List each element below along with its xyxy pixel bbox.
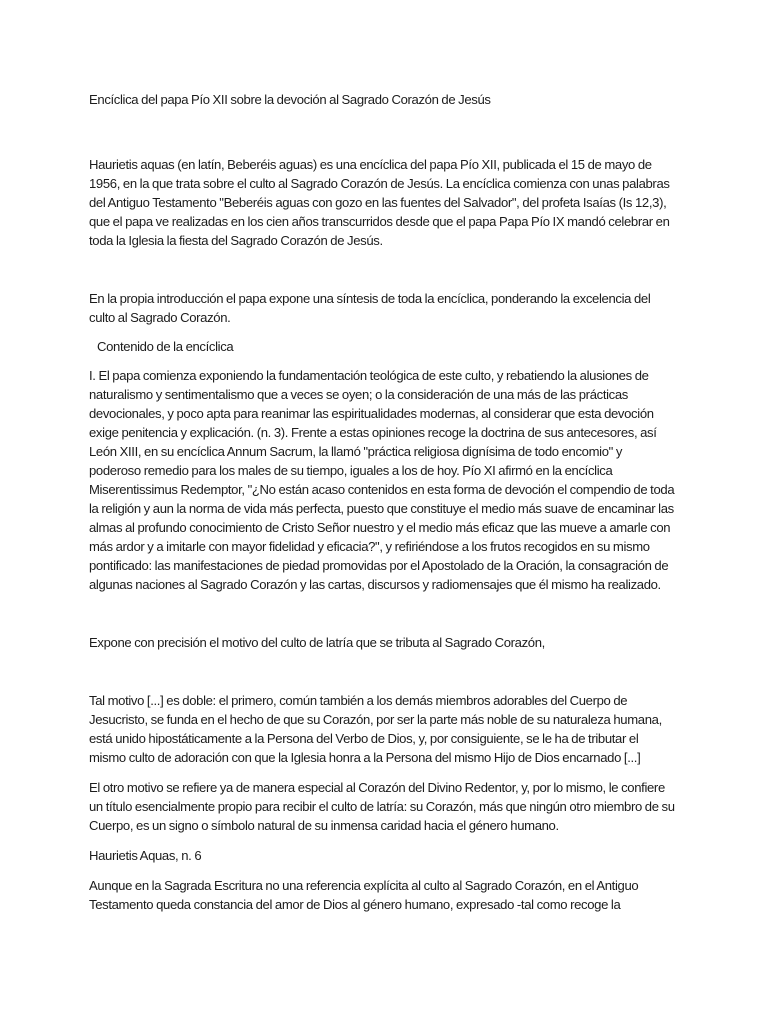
paragraph-intro: Haurietis aquas (en latín, Beberéis aguas) es una encíclica del papa Pío XII, publicada el 15 de mayo de 1956, en la que trata sobre el culto al Sagrado Corazón de Jesús. La encíclica comienza con unas palabras del Antiguo Testamento "Beberéis aguas con gozo en las fuentes del Salvador", del profeta Isaías (Is 12,3), que el papa ve realizadas en los cien años transcurridos desde que el papa Papa Pío IX mandó celebrar en toda la Iglesia la fiesta del Sagrado Corazón de Jesús. [89,157,670,248]
document-body [89,90,675,914]
citation-reference: Haurietis Aquas, n. 6 [89,848,202,863]
paragraph-theological-foundation: I. El papa comienza exponiendo la fundamentación teológica de este culto, y rebatiendo la alusiones de naturalismo y sentimentalismo que a veces se oyen; o la consideración de una más de las prácticas devocionales, y poco apta para reanimar las espiritualidades modernas, al considerar que esta devoción exige penitencia y explicación. (n. 3). Frente a estas opiniones recoge la doctrina de sus antecesores, así León XIII, en su encíclica Annum Sacrum, la llamó "práctica religiosa dignísima de todo encomio" y poderoso remedio para los males de su tiempo, iguales a los de hoy. Pío XI afirmó en la encíclica Miserentissimus Redemptor, "¿No están acaso contenidos en esta forma de devoción el compendio de toda la religión y aun la norma de vida más perfecta, puesto que constituye el medio más suave de encaminar las almas al profundo conocimiento de Cristo Señor nuestro y el medio más eficaz que las mueve a amarle con más ardor y a imitarle con mayor fidelidad y eficacia?", y refiriéndose a los frutos recogidos en su mismo pontificado: las manifestaciones de piedad promovidas por el Apostolado de la Oración, la consagración de algunas naciones al Sagrado Corazón y las cartas, discursos y radiomensajes que él mismo ha realizado. [89,368,675,592]
paragraph-latria-motive: Expone con precisión el motivo del culto de latría que se tributa al Sagrado Corazón, [89,635,545,650]
paragraph-introduction-summary: En la propia introducción el papa expone una síntesis de toda la encíclica, ponderando la excelencia del culto al Sagrado Corazón. [89,291,651,325]
paragraph-scripture: Aunque en la Sagrada Escritura no una referencia explícita al culto al Sagrado Corazón, en el Antiguo Testamento queda constancia del amor de Dios al género humano, expresado -tal como recoge la [89,878,639,912]
paragraph-quote-first-motive: Tal motivo [...] es doble: el primero, común también a los demás miembros adorables del Cuerpo de Jesucristo, se funda en el hecho de que su Corazón, por ser la parte más noble de su naturaleza humana, está unido hipostáticamente a la Persona del Verbo de Dios, y, por consiguiente, se le ha de tributar el mismo culto de adoración con que la Iglesia honra a la Persona del mismo Hijo de Dios encarnado [...] [89,693,662,765]
section-heading: Contenido de la encíclica [97,339,234,354]
paragraph-quote-second-motive: El otro motivo se refiere ya de manera especial al Corazón del Divino Redentor, y, por lo mismo, le confiere un título esencialmente propio para recibir el culto de latría: su Corazón, más que ningún otro miembro de su Cuerpo, es un signo o símbolo natural de su inmensa caridad hacia el género humano. [89,780,675,833]
document-title: Encíclica del papa Pío XII sobre la devoción al Sagrado Corazón de Jesús [89,92,491,107]
